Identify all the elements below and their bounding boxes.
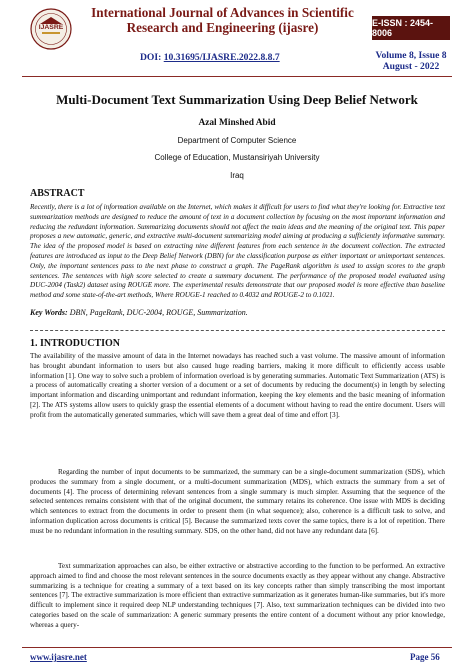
intro-paragraph-2: Regarding the number of input documents to be summarized, the summary can be a single-document summarization (SDS), which produces the summary from a single document, or a multi-document summarization (MDS), which extracts the summary from a set of documents [4]. The process of determining relevant sentences from a single summary is much simpler. Assuming that the sequence of the selected sentences remains consistent with that of the original document, the summary retains its coherence. One issue with MDS is deciding which sentences to extract from the documents in order to present them (in what sequence); also, coherence is a difficult task to solve, and information duplication across documents is critical [5]. Because the summarized texts cover the same topics, there is a lot of repetition. There must be no redundant information in the resulting summary. SDS, on the other hand, did not have any redundant data [6]. [30, 468, 445, 535]
doi-label: DOI: [140, 52, 164, 63]
affiliation-college: College of Education, Mustansiriyah University [154, 153, 320, 162]
volume-issue [372, 50, 450, 72]
volume-label: Volume 8, Issue 8 [375, 50, 447, 61]
intro-paragraph-3: Text summarization approaches can also, be either extractive or abstractive according to the function to be performed. An extractive approach aimed to find and choose the most relevant sentences in the source documents exactly as they appear without any change. Abstractive summarizing is a technique for creating a summary of a text based on its key concepts rather than simply transcribing the most important sentences [7]. The extractive summarization is more efficient than extractive summarization as it generates human-like summaries, but it's more difficult to implement since it required deep NLP understanding techniques [7]. Also, text summarization techniques can be divided into two categories based on the scale of summarization: A generic summary presents the entire content of a document without any prior knowledge, whereas a query- [30, 562, 445, 629]
logo-text: IJASRE [38, 24, 64, 31]
header-divider [22, 76, 452, 77]
doi-link[interactable]: 10.31695/IJASRE.2022.8.8.7 [163, 52, 280, 63]
intro-paragraph-1: The availability of the massive amount of data in the Internet nowadays has reached such a vast volume. The massive amount of information has brought abundant information to users but also caused huge reading barriers, making it more difficult to efficiently access usable information [1]. One way to solve such a problem of information overload is by generating summaries. Automatic Text Summarization (ATS) is a process of automatically creating a shorter version of a document or a set of documents by reducing the document(s) in length by selecting important information and discarding unimportant and redundant information, keeping the key elements and the basic meaning of information [2]. The ATS systems allow users to quickly grasp the essential elements of a document without having to read the entire document. Users will profit from the automatically generated summaries, which will save them a great deal of time and effort [3]. [30, 352, 445, 419]
keywords-text: DBN, PageRank, DUC-2004, ROUGE, Summarization. [67, 308, 248, 317]
keywords-label: Key Words: [30, 308, 68, 317]
affiliation-country: Iraq [230, 171, 244, 180]
introduction-heading: 1. INTRODUCTION [30, 338, 121, 349]
doi-line [140, 52, 280, 63]
footer-website-link[interactable]: www.ijasre.net [30, 652, 87, 662]
keywords [30, 308, 445, 318]
abstract-text: Recently, there is a lot of information available on the Internet, which makes it difficult for users to find what they're looking for. Extractive text summarization methods are designed to reduce the amount of text in a document collection by focusing on the most important information and reducing the redundant information. Summarizing documents should not affect the main ideas and the meaning of the original text. This paper proposes a new automatic, generic, and extractive multi-document summarizing model aiming at producing a sufficiently informative summary. The idea of the proposed model is based on extracting nine different features from each sentence in the document collection. The extracted features are introduced as input to the Deep Belief Network (DBN) for the classification purpose as either important or unimportant sentences. Only, the important sentences pass to the next phase to construct a graph. The PageRank algorithm is used to assign scores to the graph sentences. The sentences with high score selected to create a summary document. The performance of the proposed model evaluated using DUC-2004 (Task2) dataset using ROUGE more. The experimental results demonstrate that our proposed model is more effective than baseline method and some state-of-the-art methods, Where ROUGE-1 reached to 0.4032 and ROUGE-2 to 0.1021. [30, 203, 445, 300]
affiliation-department: Department of Computer Science [177, 136, 297, 145]
page-number: Page 56 [410, 652, 440, 662]
issue-date: August - 2022 [382, 61, 440, 72]
footer-divider [22, 647, 452, 648]
author-name: Azal Minshed Abid [198, 118, 276, 128]
issn-badge: E-ISSN : 2454-8006 [372, 16, 450, 40]
journal-logo [30, 8, 72, 50]
abstract-heading: ABSTRACT [30, 188, 85, 199]
paper-title: Multi-Document Text Summarization Using Deep Belief Network [56, 92, 418, 107]
section-divider [30, 330, 445, 331]
journal-name: International Journal of Advances in Scientific Research and Engineering (ijasre) [91, 5, 354, 35]
